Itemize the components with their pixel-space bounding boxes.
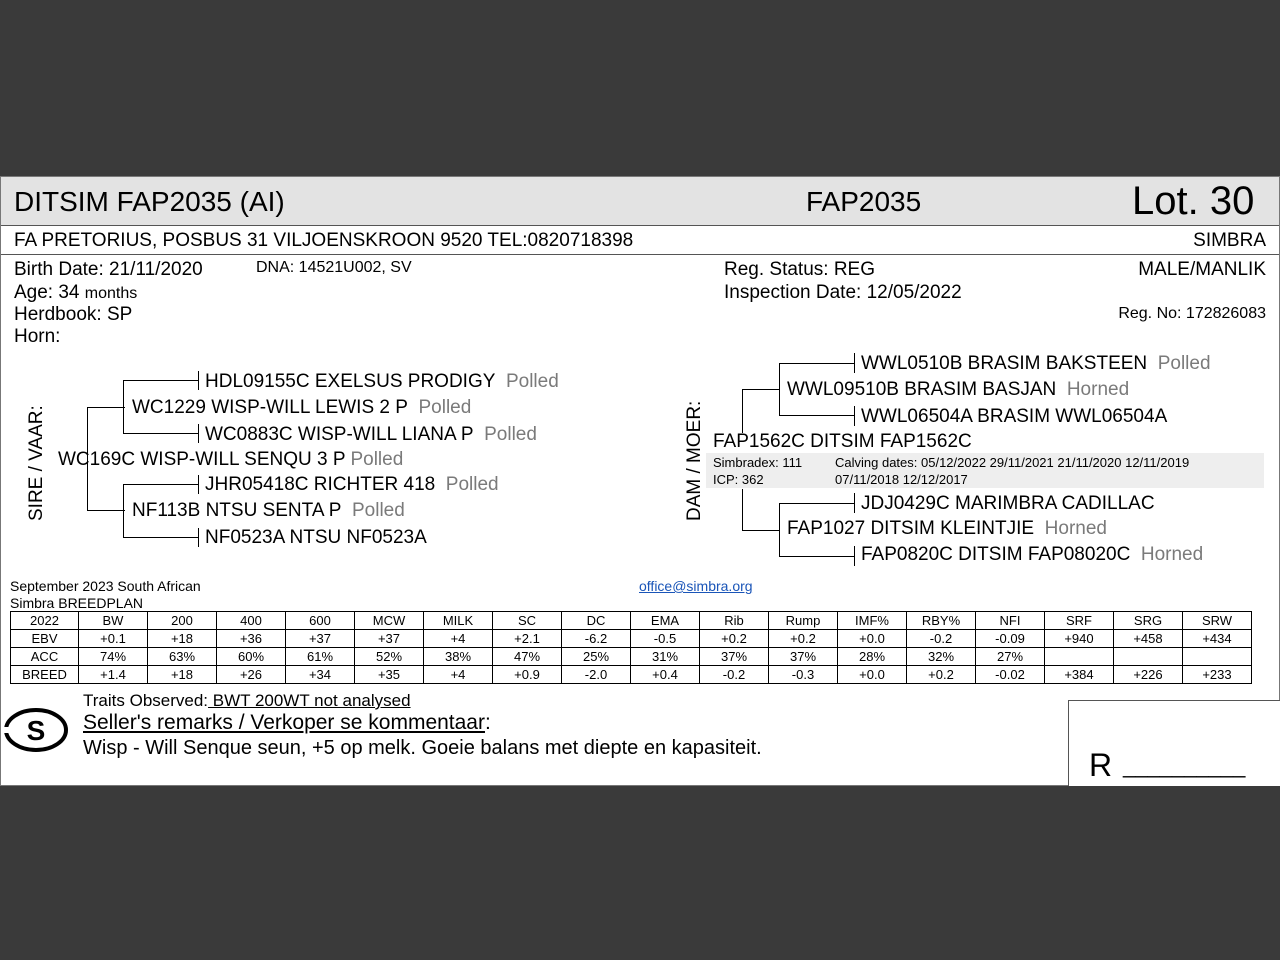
dam-label: DAM / MOER: xyxy=(684,400,705,521)
table-cell: +0.2 xyxy=(907,666,976,684)
animal-id: FAP2035 xyxy=(806,186,922,217)
table-cell: +384 xyxy=(1045,666,1114,684)
table-cell xyxy=(1045,648,1114,666)
breed-avg-row xyxy=(11,666,1252,684)
table-cell: +1.4 xyxy=(79,666,148,684)
sire-sire-sire xyxy=(205,371,559,393)
table-cell: +0.4 xyxy=(631,666,700,684)
table-cell: +2.1 xyxy=(493,630,562,648)
dam-sire-horn: Horned xyxy=(1066,379,1130,400)
ssd-name: WC0883C WISP-WILL LIANA P xyxy=(205,424,474,445)
sdd-name: NF0523A NTSU NF0523A xyxy=(205,527,427,548)
table-cell: ACC xyxy=(11,648,79,666)
table-cell: BREED xyxy=(11,666,79,684)
sire xyxy=(58,449,403,471)
table-cell: +37 xyxy=(355,630,424,648)
header-cell: MCW xyxy=(355,612,424,630)
sex: MALE/MANLIK xyxy=(1138,259,1266,280)
sire-dam-name: NF113B NTSU SENTA P xyxy=(132,500,342,521)
table-cell: 38% xyxy=(424,648,493,666)
card-header xyxy=(1,177,1279,226)
table-cell: +26 xyxy=(217,666,286,684)
price-box[interactable] xyxy=(1068,700,1280,786)
table-cell: 25% xyxy=(562,648,631,666)
header-cell: 200 xyxy=(148,612,217,630)
price-currency: R xyxy=(1089,747,1113,783)
table-cell: -0.09 xyxy=(976,630,1045,648)
table-cell: +434 xyxy=(1183,630,1252,648)
sds-horn: Polled xyxy=(445,474,499,495)
breeder-address: FA PRETORIUS, POSBUS 31 VILJOENSKROON 9520 TEL:0820718398 xyxy=(14,230,634,251)
table-cell: -0.2 xyxy=(907,630,976,648)
table-cell: +458 xyxy=(1114,630,1183,648)
header-cell: BW xyxy=(79,612,148,630)
table-cell xyxy=(1183,648,1252,666)
sss-name: HDL09155C EXELSUS PRODIGY xyxy=(205,371,496,392)
table-cell: +4 xyxy=(424,630,493,648)
sire-sire-dam xyxy=(205,424,537,446)
horn-status: Horn: xyxy=(14,326,61,347)
remarks-heading xyxy=(83,711,491,735)
age xyxy=(14,282,137,304)
lot-number: Lot. 30 xyxy=(1132,179,1255,223)
email-link[interactable]: office@simbra.org xyxy=(639,578,753,594)
lot-card xyxy=(0,176,1280,786)
sire-horn: Polled xyxy=(350,449,404,470)
sire-sire xyxy=(132,397,471,419)
table-cell: +0.9 xyxy=(493,666,562,684)
header-cell: 600 xyxy=(286,612,355,630)
dam-sire-sire xyxy=(861,353,1211,375)
table-cell: 60% xyxy=(217,648,286,666)
sire-label: SIRE / VAAR: xyxy=(26,405,47,521)
header-cell: EMA xyxy=(631,612,700,630)
sire-dam-dam xyxy=(205,527,427,549)
dam-dam-dam xyxy=(861,544,1203,566)
table-cell: 61% xyxy=(286,648,355,666)
table-cell: 47% xyxy=(493,648,562,666)
ddd-horn: Horned xyxy=(1140,544,1204,565)
header-cell: Rib xyxy=(700,612,769,630)
ddd-name: FAP0820C DITSIM FAP08020C xyxy=(861,544,1131,565)
header-cell: MILK xyxy=(424,612,493,630)
table-cell: +940 xyxy=(1045,630,1114,648)
calving-dates-2: 07/11/2018 12/12/2017 xyxy=(835,472,968,487)
table-cell: EBV xyxy=(11,630,79,648)
table-cell xyxy=(1114,648,1183,666)
ssd-horn: Polled xyxy=(484,424,537,445)
header-cell: Rump xyxy=(769,612,838,630)
sire-name: WC169C WISP-WILL SENQU 3 P xyxy=(58,449,346,470)
table-cell: -6.2 xyxy=(562,630,631,648)
simbra-logo-icon xyxy=(3,707,73,753)
dam-sire-name: WWL09510B BRASIM BASJAN xyxy=(787,379,1057,400)
dam-dam-horn: Horned xyxy=(1044,518,1107,539)
logo-letter: S xyxy=(26,715,46,746)
table-cell: 37% xyxy=(769,648,838,666)
table-cell: -0.5 xyxy=(631,630,700,648)
dam-dam-name: FAP1027 DITSIM KLEINTJIE xyxy=(787,518,1035,539)
dam-sire-dam: WWL06504A BRASIM WWL06504A xyxy=(861,406,1168,427)
table-cell: 32% xyxy=(907,648,976,666)
simbradex: Simbradex: 111 xyxy=(713,455,803,470)
sire-sire-name: WC1229 WISP-WILL LEWIS 2 P xyxy=(132,397,408,418)
remarks-colon: : xyxy=(484,711,491,734)
header-cell: NFI xyxy=(976,612,1045,630)
age-unit: months xyxy=(84,285,138,302)
traits-value: BWT 200WT not analysed xyxy=(208,691,411,710)
dam-name: FAP1562C DITSIM FAP1562C xyxy=(713,431,972,452)
table-cell: 74% xyxy=(79,648,148,666)
breeder-bar xyxy=(1,226,1279,255)
table-cell: +18 xyxy=(148,630,217,648)
table-cell: 31% xyxy=(631,648,700,666)
header-cell: SC xyxy=(493,612,562,630)
traits-observed xyxy=(83,691,411,711)
header-cell: RBY% xyxy=(907,612,976,630)
header-cell: DC xyxy=(562,612,631,630)
table-cell: 28% xyxy=(838,648,907,666)
animal-name: DITSIM FAP2035 (AI) xyxy=(14,186,285,217)
table-cell: +34 xyxy=(286,666,355,684)
sire-sire-horn: Polled xyxy=(418,397,472,418)
inspection-date: Inspection Date: 12/05/2022 xyxy=(724,282,962,303)
header-cell: 400 xyxy=(217,612,286,630)
table-cell: 52% xyxy=(355,648,424,666)
dam-sire xyxy=(787,379,1129,401)
header-cell: 2022 xyxy=(11,612,79,630)
table-cell: +0.2 xyxy=(769,630,838,648)
remarks-text: Wisp - Will Senque seun, +5 op melk. Goeie balans met diepte en kapasiteit. xyxy=(83,737,762,759)
table-cell: +37 xyxy=(286,630,355,648)
table-cell: 63% xyxy=(148,648,217,666)
icp: ICP: 362 xyxy=(713,472,764,487)
header-cell: SRF xyxy=(1045,612,1114,630)
dna-info: DNA: 14521U002, SV xyxy=(256,259,412,276)
ebv-row xyxy=(11,630,1252,648)
breedplan-title-2: Simbra BREEDPLAN xyxy=(10,595,144,611)
table-cell: -0.3 xyxy=(769,666,838,684)
table-cell: 37% xyxy=(700,648,769,666)
breedplan-title-1: September 2023 South African xyxy=(10,578,201,594)
table-cell: -0.2 xyxy=(700,666,769,684)
traits-label: Traits Observed: xyxy=(83,691,209,710)
acc-row xyxy=(11,648,1252,666)
dss-horn: Polled xyxy=(1157,353,1211,374)
remarks-title: Seller's remarks / Verkoper se kommentaar xyxy=(83,711,485,734)
table-cell: +35 xyxy=(355,666,424,684)
table-cell: -0.02 xyxy=(976,666,1045,684)
birth-date: Birth Date: 21/11/2020 xyxy=(14,259,203,280)
dam-dam-sire: JDJ0429C MARIMBRA CADILLAC xyxy=(861,493,1155,514)
table-cell: +4 xyxy=(424,666,493,684)
table-cell: +0.0 xyxy=(838,630,907,648)
table-cell: +233 xyxy=(1183,666,1252,684)
reg-status: Reg. Status: REG xyxy=(724,259,876,280)
sss-horn: Polled xyxy=(505,371,559,392)
price-blank: __________ xyxy=(1123,753,1246,778)
header-cell: SRG xyxy=(1114,612,1183,630)
age-value: Age: 34 xyxy=(14,282,80,303)
dss-name: WWL0510B BRASIM BAKSTEEN xyxy=(861,353,1148,374)
sire-dam xyxy=(132,500,405,522)
sds-name: JHR05418C RICHTER 418 xyxy=(205,474,436,495)
header-cell: IMF% xyxy=(838,612,907,630)
breed-name: SIMBRA xyxy=(1193,230,1266,251)
dam-dam xyxy=(787,518,1107,540)
sire-dam-horn: Polled xyxy=(351,500,405,521)
calving-dates-1: Calving dates: 05/12/2022 29/11/2021 21/11/2020 12/11/2019 xyxy=(835,455,1190,470)
header-cell: SRW xyxy=(1183,612,1252,630)
breedplan-header-row xyxy=(11,612,1252,630)
table-cell: +36 xyxy=(217,630,286,648)
sire-dam-sire xyxy=(205,474,499,496)
table-cell: +226 xyxy=(1114,666,1183,684)
table-cell: +0.1 xyxy=(79,630,148,648)
table-cell: -2.0 xyxy=(562,666,631,684)
table-cell: 27% xyxy=(976,648,1045,666)
herdbook: Herdbook: SP xyxy=(14,304,133,325)
table-cell: +0.0 xyxy=(838,666,907,684)
reg-number: Reg. No: 172826083 xyxy=(1118,305,1266,322)
table-cell: +18 xyxy=(148,666,217,684)
breedplan-table xyxy=(10,611,1252,684)
table-cell: +0.2 xyxy=(700,630,769,648)
